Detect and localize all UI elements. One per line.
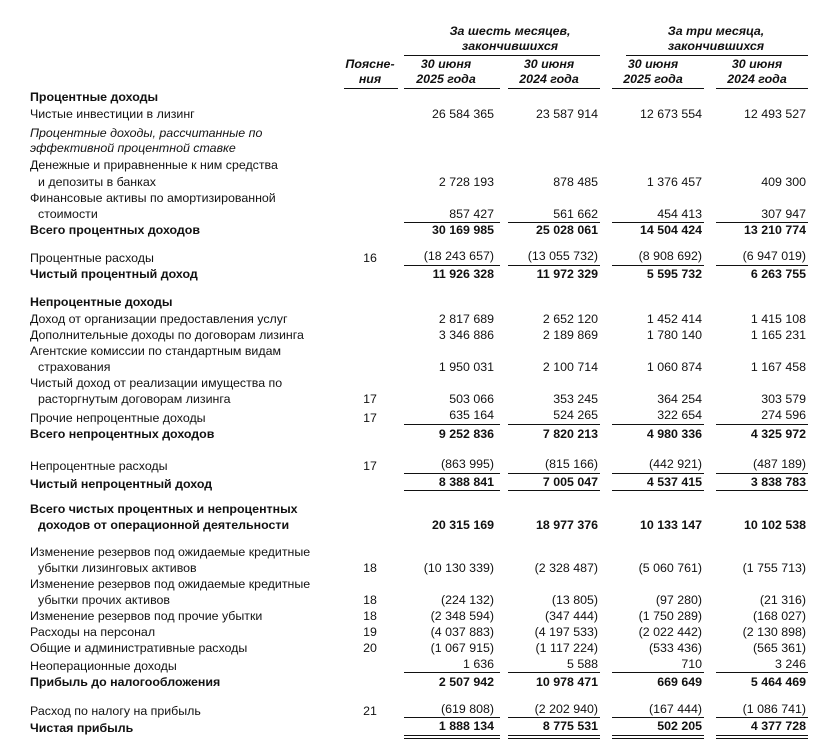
group-underline	[626, 55, 808, 56]
header-underline	[404, 88, 500, 89]
group-underline	[404, 55, 600, 56]
total-double-underline	[508, 735, 600, 736]
header-underline	[612, 88, 704, 89]
subtotal-line	[612, 473, 704, 474]
subtotal-line	[404, 265, 500, 266]
header-underline	[344, 88, 398, 89]
subtotal-line	[612, 265, 704, 266]
column-header-4: 30 июня 2024 года	[727, 57, 787, 86]
subtotal-line	[716, 717, 808, 718]
subsection-label-effective-rate-cont: эффективной процентной ставке	[30, 141, 236, 155]
column-header-2: 30 июня 2024 года	[519, 57, 579, 86]
subtotal-line	[404, 717, 500, 718]
header-underline	[508, 88, 600, 89]
total-underline	[508, 490, 600, 491]
total-double-underline	[612, 738, 704, 739]
subtotal-line	[404, 473, 500, 474]
subtotal-line	[716, 265, 808, 266]
total-double-underline	[508, 738, 600, 739]
group-header-three-months: За три месяца, закончившихся	[667, 24, 765, 53]
total-underline	[404, 490, 500, 491]
total-double-underline	[404, 738, 500, 739]
section-title-interest-income: Процентные доходы	[30, 90, 159, 104]
column-header-1: 30 июня 2025 года	[416, 57, 476, 86]
subtotal-line	[716, 473, 808, 474]
total-underline	[716, 490, 808, 491]
subtotal-line	[612, 717, 704, 718]
subtotal-line	[508, 424, 600, 425]
total-double-underline	[716, 738, 808, 739]
subtotal-line	[404, 424, 500, 425]
subtotal-line	[508, 672, 600, 673]
total-double-underline	[612, 735, 704, 736]
subtotal-line	[404, 672, 500, 673]
subtotal-line	[612, 672, 704, 673]
header-underline	[716, 88, 808, 89]
note-column-header: Поясне- ния	[345, 57, 395, 86]
subsection-label-effective-rate: Процентные доходы, рассчитанные по	[30, 126, 263, 140]
subtotal-line	[508, 717, 600, 718]
subtotal-line	[716, 672, 808, 673]
total-double-underline	[716, 735, 808, 736]
total-underline	[612, 490, 704, 491]
total-double-underline	[404, 735, 500, 736]
subtotal-line	[612, 424, 704, 425]
section-title-non-interest-income: Непроцентные доходы	[30, 295, 173, 309]
subtotal-line	[508, 473, 600, 474]
subtotal-line	[508, 265, 600, 266]
subtotal-line	[716, 424, 808, 425]
group-header-six-months: За шесть месяцев, закончившихся	[449, 24, 571, 53]
column-header-3: 30 июня 2025 года	[623, 57, 683, 86]
